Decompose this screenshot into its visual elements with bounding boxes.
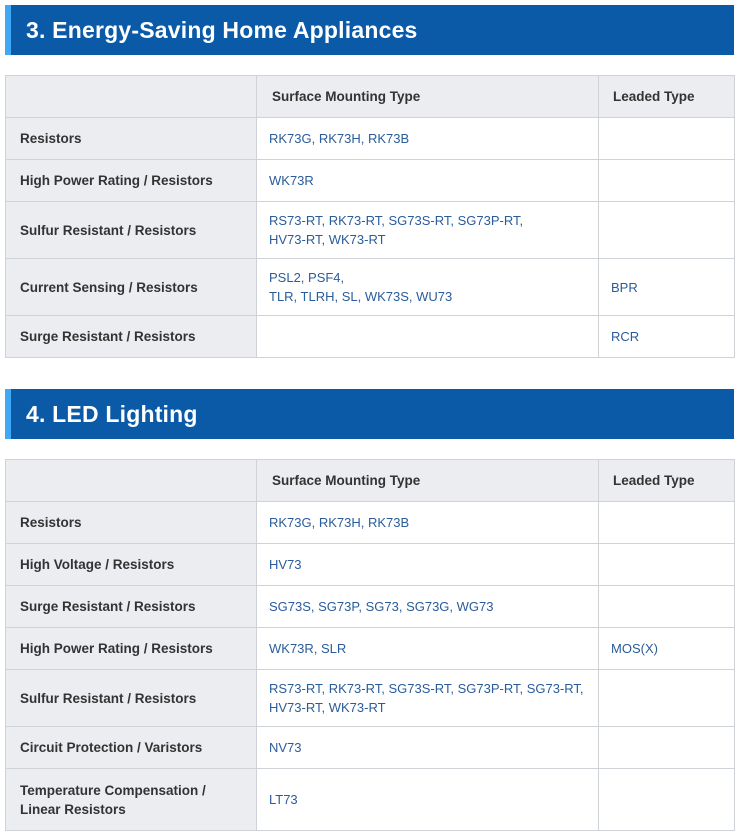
header-category	[6, 460, 257, 502]
leaded-products-link[interactable]: MOS(X)	[599, 628, 735, 670]
row-category: Resistors	[6, 118, 257, 160]
table-row	[6, 628, 735, 670]
surface-products-link[interactable]: HV73	[257, 544, 599, 586]
surface-products-link[interactable]	[257, 259, 599, 316]
row-category: Surge Resistant / Resistors	[6, 316, 257, 358]
row-category-line: Temperature Compensation /	[20, 782, 206, 798]
surface-products-line[interactable]: HV73-RT, WK73-RT	[269, 700, 386, 715]
surface-products	[257, 316, 599, 358]
row-category: Surge Resistant / Resistors	[6, 586, 257, 628]
leaded-products	[599, 160, 735, 202]
surface-products-link[interactable]: RK73G, RK73H, RK73B	[257, 502, 599, 544]
row-category: High Voltage / Resistors	[6, 544, 257, 586]
table-row	[6, 769, 735, 831]
surface-products-link[interactable]: LT73	[257, 769, 599, 831]
table-row	[6, 586, 735, 628]
table-header-row	[6, 460, 735, 502]
leaded-products	[599, 670, 735, 727]
surface-products-link[interactable]: RK73G, RK73H, RK73B	[257, 118, 599, 160]
table-row	[6, 259, 735, 316]
row-category: Sulfur Resistant / Resistors	[6, 670, 257, 727]
row-category: Current Sensing / Resistors	[6, 259, 257, 316]
section-title: 4. LED Lighting	[26, 400, 198, 427]
surface-products-line[interactable]: TLR, TLRH, SL, WK73S, WU73	[269, 289, 453, 304]
leaded-products	[599, 544, 735, 586]
leaded-products	[599, 586, 735, 628]
section-header-led-lighting	[5, 389, 734, 439]
header-leaded-type: Leaded Type	[599, 76, 735, 118]
leaded-products	[599, 202, 735, 259]
surface-products-link[interactable]: WK73R, SLR	[257, 628, 599, 670]
surface-products-line[interactable]: PSL2, PSF4,	[269, 270, 345, 285]
leaded-products	[599, 502, 735, 544]
section-header-energy-saving	[5, 5, 734, 55]
leaded-products	[599, 727, 735, 769]
leaded-products-link[interactable]: BPR	[599, 259, 735, 316]
table-row	[6, 727, 735, 769]
table-row	[6, 316, 735, 358]
table-row	[6, 544, 735, 586]
row-category-line: Linear Resistors	[20, 801, 126, 817]
surface-products-link[interactable]	[257, 670, 599, 727]
surface-products-link[interactable]	[257, 202, 599, 259]
table-row	[6, 670, 735, 727]
surface-products-link[interactable]: WK73R	[257, 160, 599, 202]
header-surface-mounting: Surface Mounting Type	[257, 76, 599, 118]
table-row	[6, 202, 735, 259]
surface-products-line[interactable]: HV73-RT, WK73-RT	[269, 232, 386, 247]
row-category: High Power Rating / Resistors	[6, 628, 257, 670]
table-row	[6, 160, 735, 202]
row-category: Resistors	[6, 502, 257, 544]
surface-products-line[interactable]: RS73-RT, RK73-RT, SG73S-RT, SG73P-RT,	[269, 213, 524, 228]
row-category	[6, 769, 257, 831]
led-lighting-table	[5, 459, 735, 831]
leaded-products-link[interactable]: RCR	[599, 316, 735, 358]
energy-saving-table	[5, 75, 735, 358]
row-category: Circuit Protection / Varistors	[6, 727, 257, 769]
surface-products-link[interactable]: SG73S, SG73P, SG73, SG73G, WG73	[257, 586, 599, 628]
surface-products-line[interactable]: RS73-RT, RK73-RT, SG73S-RT, SG73P-RT, SG73-RT,	[269, 681, 584, 696]
table-row	[6, 118, 735, 160]
row-category: High Power Rating / Resistors	[6, 160, 257, 202]
header-surface-mounting: Surface Mounting Type	[257, 460, 599, 502]
surface-products-link[interactable]: NV73	[257, 727, 599, 769]
section-title: 3. Energy-Saving Home Appliances	[26, 16, 418, 43]
table-header-row	[6, 76, 735, 118]
leaded-products	[599, 769, 735, 831]
header-category	[6, 76, 257, 118]
row-category: Sulfur Resistant / Resistors	[6, 202, 257, 259]
header-leaded-type: Leaded Type	[599, 460, 735, 502]
leaded-products	[599, 118, 735, 160]
table-row	[6, 502, 735, 544]
